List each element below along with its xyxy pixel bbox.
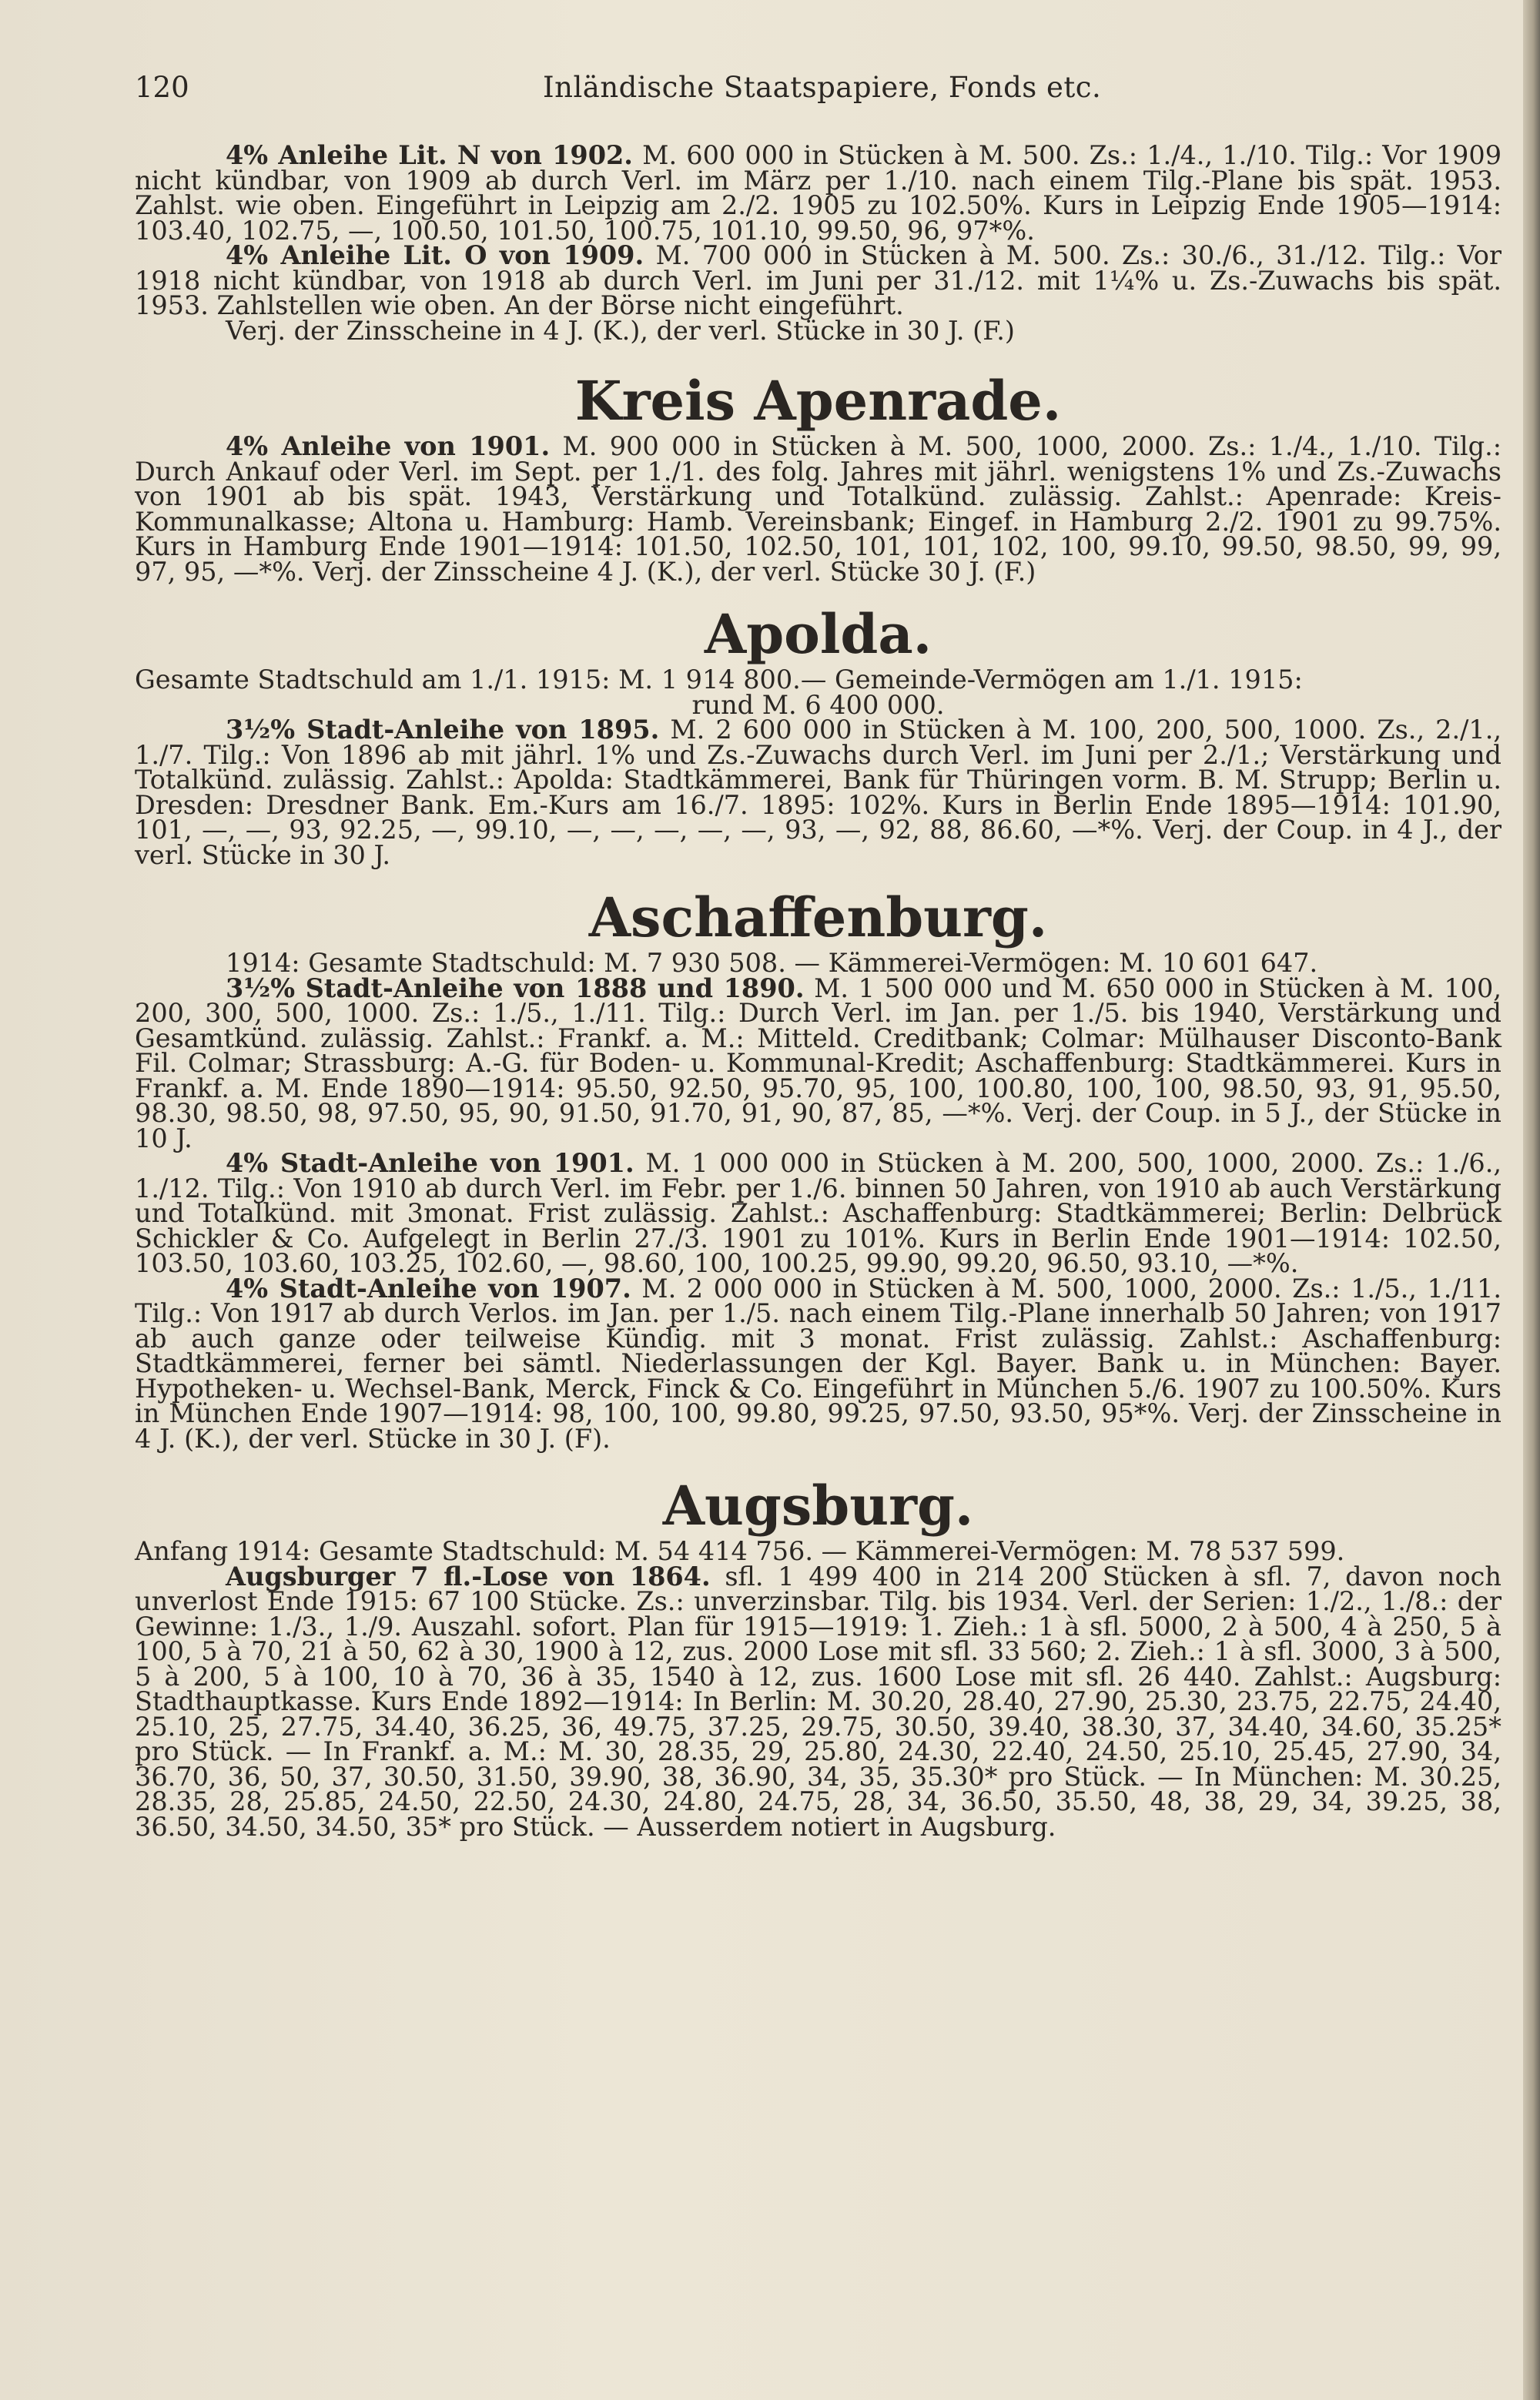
running-title: Inländische Staatspapiere, Fonds etc.: [543, 71, 1102, 104]
entry-text: M. 900 000 in Stücken à M. 500, 1000, 2000. Zs.: 1./4., 1./10. Tilg.: Durch Ankauf oder Verl. im Sept. per 1./1. des folg. Jahres mit jährl. wenigstens 1% und Zs.-Zuwachs von 1901 ab bis spät. 1943, Verstärkung und Totalkünd. zulässig. Zahlst.: Apenrade: Kreis-Kommunalkasse; Altona u. Hamburg: Hamb. Vereinsbank; Eingef. in Hamburg 2./2. 1901 zu 99.75%. Kurs in Hamburg Ende 1901—1914: 101.50, 102.50, 101, 101, 102, 100, 99.10, 99.50, 98.50, 99, 99, 97, 95, —*%. Verj. der Zinsscheine 4 J. (K.), der verl. Stücke 30 J. (F.): [135, 431, 1502, 587]
entry-title: 3½% Stadt-Anleihe von 1888 und 1890.: [226, 972, 805, 1003]
entry-title: 4% Anleihe Lit. O von 1909.: [226, 240, 644, 270]
entry-apenrade-1901: [135, 431, 1502, 587]
entry-title: 4% Stadt-Anleihe von 1907.: [226, 1273, 631, 1304]
entry-lit-n-1902: [135, 140, 1502, 246]
entry-text: M. 2 600 000 in Stücken à M. 100, 200, 500, 1000. Zs., 2./1., 1./7. Tilg.: Von 1896 ab mit jährl. 1% und Zs.-Zuwachs durch Verl. im Juni per 2./1.; Verstärkung und Totalkünd. zulässig. Zahlst.: Apolda: Stadtkämmerei, Bank für Thüringen vorm. B. M. Strupp; Berlin u. Dresden: Dresdner Bank. Em.-Kurs am 16./7. 1895: 102%. Kurs in Berlin Ende 1895—1914: 101.90, 101, —, —, 93, 92.25, —, 99.10, —, —, —, —, —, 93, —, 92, 88, 86.60, —*%. Verj. der Coup. in 4 J., der verl. Stücke in 30 J.: [135, 715, 1502, 870]
page-number: 120: [135, 71, 189, 104]
entry-text: M. 1 000 000 in Stücken à M. 200, 500, 1000, 2000. Zs.: 1./6., 1./12. Tilg.: Von 1910 ab durch Verl. im Febr. per 1./6. binnen 50 Jahren, von 1910 ab auch Verstärkung und Totalkünd. mit 3monat. Frist zulässig. Zahlst.: Aschaffenburg: Stadtkämmerei; Berlin: Delbrück Schickler & Co. Aufgelegt in Berlin 27./3. 1901 zu 101%. Kurs in Berlin Ende 1901—1914: 102.50, 103.50, 103.60, 103.25, 102.60, —, 98.60, 100, 100.25, 99.90, 99.20, 96.50, 93.10, —*%.: [135, 1148, 1502, 1278]
augsburg-debt-line: Anfang 1914: Gesamte Stadtschuld: M. 54 414 756. — Kämmerei-Vermögen: M. 78 537 599.: [135, 1536, 1345, 1566]
entry-title: 4% Anleihe von 1901.: [226, 431, 551, 461]
entry-text: M. 600 000 in Stücken à M. 500. Zs.: 1./4., 1./10. Tilg.: Vor 1909 nicht kündbar, von 1909 ab durch Verl. im März per 1./10. nach einem Tilg.-Plane bis spät. 1953. Zahlst. wie oben. Eingeführt in Leipzig am 2./2. 1905 zu 102.50%. Kurs in Leipzig Ende 1905—1914: 103.40, 102.75, —, 100.50, 101.50, 100.75, 101.10, 99.50, 96, 97*%.: [135, 140, 1502, 246]
entry-title: 4% Stadt-Anleihe von 1901.: [226, 1148, 634, 1178]
entry-lit-o-1909: [135, 240, 1502, 320]
entry-text: M. 700 000 in Stücken à M. 500. Zs.: 30./6., 31./12. Tilg.: Vor 1918 nicht kündbar, von 1918 ab durch Verl. im Juni per 31./12. mit 1¼% u. Zs.-Zuwachs bis spät. 1953. Zahlstellen wie oben. An der Börse nicht eingeführt.: [135, 240, 1502, 320]
entry-text: M. 1 500 000 und M. 650 000 in Stücken à M. 100, 200, 300, 500, 1000. Zs.: 1./5., 1./11. Tilg.: Durch Verl. im Jan. per 1./5. bis 1940, Verstärkung und Gesamtkünd. zulässig. Zahlst.: Frankf. a. M.: Mitteld. Creditbank; Colmar: Mülhauser Disconto-Bank Fil. Colmar; Strassburg: A.-G. für Boden- u. Kommunal-Kredit; Aschaffenburg: Stadtkämmerei. Kurs in Frankf. a. M. Ende 1890—1914: 95.50, 92.50, 95.70, 95, 100, 100.80, 100, 100, 98.50, 93, 91, 95.50, 98.30, 98.50, 98, 97.50, 95, 90, 91.50, 91.70, 91, 90, 87, 85, —*%. Verj. der Coup. in 5 J., der Stücke in 10 J.: [135, 972, 1502, 1153]
page-content: [135, 140, 1502, 1842]
entry-verjaehrung: Verj. der Zinsscheine in 4 J. (K.), der verl. Stücke in 30 J. (F.): [226, 315, 1015, 346]
entry-apolda-1895: [135, 715, 1502, 870]
apolda-debt-line-2: rund M. 6 400 000.: [691, 689, 945, 720]
entry-text: sfl. 1 499 400 in 214 200 Stücken à sfl. 7, davon noch unverlost Ende 1915: 67 100 Stücke. Zs.: unverzinsbar. Tilg. bis 1934. Verl. der Serien: 1./2., 1./8.: der Gewinne: 1./3., 1./9. Auszahl. sofort. Plan für 1915—1919: 1. Zieh.: 1 à sfl. 5000, 2 à 500, 4 à 250, 5 à 100, 5 à 70, 21 à 50, 62 à 30, 1900 à 12, zus. 2000 Lose mit sfl. 33 560; 2. Zieh.: 1 à sfl. 3000, 3 à 500, 5 à 200, 5 à 100, 10 à 70, 36 à 35, 1540 à 12, zus. 1600 Lose mit sfl. 26 440. Zahlst.: Augsburg: Stadthauptkasse. Kurs Ende 1892—1914: In Berlin: M. 30.20, 28.40, 27.90, 25.30, 23.75, 22.75, 24.40, 25.10, 25, 27.75, 34.40, 36.25, 36, 49.75, 37.25, 29.75, 30.50, 39.40, 38.30, 37, 34.40, 34.60, 35.25* pro Stück. — In Frankf. a. M.: M. 30, 28.35, 29, 25.80, 24.30, 22.40, 24.50, 25.10, 25.45, 27.90, 34, 36.70, 36, 50, 37, 30.50, 31.50, 39.90, 38, 36.90, 34, 35, 35.30* pro Stück. — In München: M. 30.25, 28.35, 28, 25.85, 24.50, 22.50, 24.30, 24.80, 24.75, 28, 34, 36.50, 35.50, 48, 38, 29, 34, 39.25, 38, 36.50, 34.50, 34.50, 35* pro Stück. — Ausserdem notiert in Augsburg.: [135, 1561, 1502, 1842]
entry-text: M. 2 000 000 in Stücken à M. 500, 1000, 2000. Zs.: 1./5., 1./11. Tilg.: Von 1917 ab durch Verlos. im Jan. per 1./5. nach einem Tilg.-Plane innerhalb 50 Jahren; von 1917 ab auch ganze oder teilweise Kündig. mit 3 monat. Frist zulässig. Zahlst.: Aschaffenburg: Stadtkämmerei, ferner bei sämtl. Niederlassungen der Kgl. Bayer. Bank u. in München: Bayer. Hypotheken- u. Wechsel-Bank, Merck, Finck & Co. Eingeführt in München 5./6. 1907 zu 100.50%. Kurs in München Ende 1907—1914: 98, 100, 100, 99.80, 99.25, 97.50, 93.50, 95*%. Verj. der Zinsscheine in 4 J. (K.), der verl. Stücke in 30 J. (F).: [135, 1273, 1502, 1454]
heading-augsburg: Augsburg.: [662, 1474, 974, 1538]
entry-title: 4% Anleihe Lit. N von 1902.: [226, 140, 633, 170]
entry-augsburg-lose-1864: [135, 1561, 1502, 1842]
heading-aschaffenburg: Aschaffenburg.: [588, 885, 1048, 949]
heading-kreis-apenrade: Kreis Apenrade.: [574, 369, 1062, 433]
apolda-debt-line: Gesamte Stadtschuld am 1./1. 1915: M. 1 914 800.— Gemeinde-Vermögen am 1./1. 1915:: [135, 664, 1303, 695]
entry-aschaffenburg-1901: [135, 1148, 1502, 1278]
heading-apolda: Apolda.: [704, 602, 932, 666]
entry-aschaffenburg-1907: [135, 1273, 1502, 1454]
entry-title: 3½% Stadt-Anleihe von 1895.: [226, 715, 660, 745]
aschaffenburg-debt-line: 1914: Gesamte Stadtschuld: M. 7 930 508. — Kämmerei-Vermögen: M. 10 601 647.: [226, 948, 1318, 978]
page-edge-shadow: [1523, 0, 1540, 2400]
entry-aschaffenburg-1888: [135, 972, 1502, 1153]
entry-title: Augsburger 7 fl.-Lose von 1864.: [226, 1561, 711, 1592]
page-header: [135, 71, 1513, 117]
